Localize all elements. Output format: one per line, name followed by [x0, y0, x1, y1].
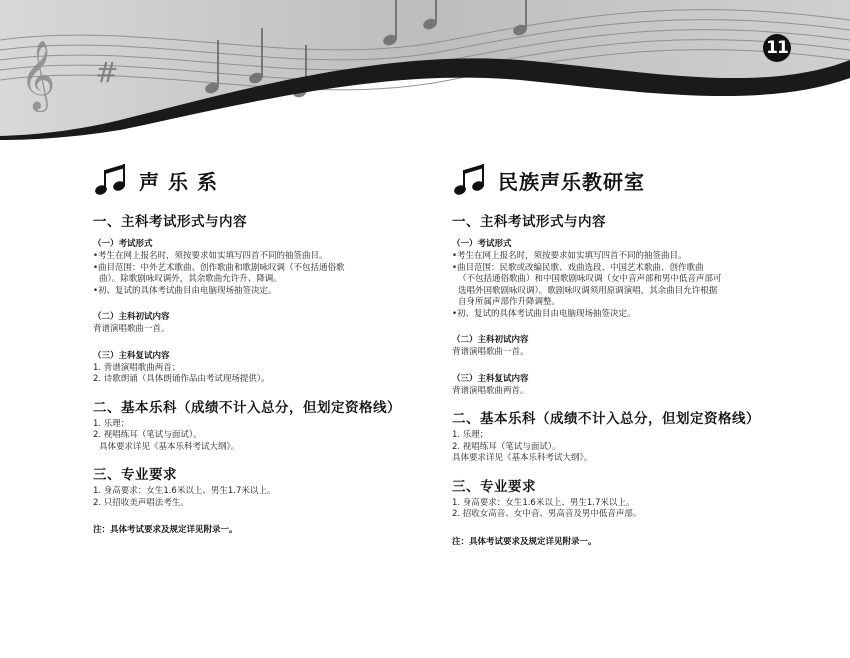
text-line: •初、复试的具体考试曲目由电脑现场抽签决定。 — [452, 308, 636, 319]
section-heading: 三、专业要求 — [452, 478, 536, 495]
text-line: 2. 招收女高音、女中音、男高音及男中低音声部。 — [452, 509, 642, 519]
department-header — [93, 160, 423, 200]
sub-heading: （三）主科复试内容 — [93, 350, 170, 361]
text-line: 自身所属声部作升降调整。 — [458, 297, 561, 307]
footnote: 注：具体考试要求及规定详见附录一。 — [452, 536, 597, 547]
text-line: 2. 只招收美声唱法考生。 — [93, 497, 189, 508]
text-line: •考生在网上报名时，须按要求如实填写四首不同的抽签曲目。 — [93, 251, 328, 261]
section-heading: 三、专业要求 — [93, 467, 177, 483]
page-number-badge: 11 — [763, 34, 791, 62]
text-line: •初、复试的具体考试曲目由电脑现场抽签决定。 — [93, 285, 277, 296]
section-heading: 二、基本乐科（成绩不计入总分，但划定资格线） — [93, 399, 401, 416]
text-line: 2. 视唱练耳（笔试与面试）。 — [93, 430, 202, 440]
sub-heading: （一）考试形式 — [93, 239, 153, 249]
sub-heading: （二）主科初试内容 — [93, 312, 170, 322]
text-line: •曲目范围：中外艺术歌曲、创作歌曲和歌剧咏叹调（不包括通俗歌 — [93, 262, 345, 273]
right-column — [452, 160, 792, 547]
text-line: （不包括通俗歌曲）和中国歌剧咏叹调（女中音声部和男中低音声部可 — [458, 274, 722, 284]
text-line: 曲）。除歌剧咏叹调外，其余歌曲允许升、降调。 — [99, 274, 282, 284]
left-column — [93, 160, 423, 535]
text-line: 具体要求详见《基本乐科考试大纲》。 — [99, 441, 240, 452]
footnote: 注：具体考试要求及规定详见附录一。 — [93, 525, 238, 535]
eighth-notes-icon — [452, 162, 488, 198]
text-line: 具体要求详见《基本乐科考试大纲》。 — [452, 453, 593, 463]
sub-heading: （三）主科复试内容 — [452, 373, 529, 384]
department-title: 声乐系 — [139, 169, 226, 194]
section-heading: 一、主科考试形式与内容 — [93, 214, 247, 230]
text-line: 2. 视唱练耳（笔试与面试）。 — [452, 441, 561, 452]
text-line: 选唱外国歌剧咏叹调）。歌剧咏叹调须用原调演唱，其余曲目允许根据 — [458, 285, 718, 296]
eighth-notes-icon — [93, 162, 129, 198]
sub-heading: （二）主科初试内容 — [452, 335, 529, 345]
sub-heading: （一）考试形式 — [452, 239, 512, 249]
text-line: 背谱演唱歌曲一首。 — [452, 347, 529, 357]
text-line: 1. 身高要求：女生1.6米以上、男生1.7米以上。 — [93, 486, 276, 496]
department-header — [452, 160, 792, 200]
department-title: 民族声乐教研室 — [498, 169, 645, 194]
text-line: 1. 身高要求：女生1.6米以上、男生1.7米以上。 — [452, 497, 635, 508]
svg-text:#: # — [95, 56, 119, 89]
svg-text:𝄞: 𝄞 — [20, 40, 56, 110]
text-line: •考生在网上报名时，须按要求如实填写四首不同的抽签曲目。 — [452, 251, 687, 261]
text-line: •曲目范围：民歌或改编民歌、戏曲选段、中国艺术歌曲、创作歌曲 — [452, 262, 704, 273]
section-heading: 一、主科考试形式与内容 — [452, 214, 606, 230]
text-line: 2. 诗歌朗诵（具体朗诵作品由考试现场提供）。 — [93, 374, 270, 384]
text-line: 1. 乐理； — [452, 430, 489, 440]
text-line: 1. 乐理； — [93, 418, 130, 429]
text-line: 背谱演唱歌曲两首。 — [452, 385, 529, 396]
music-staff-decoration-icon — [0, 0, 850, 140]
text-line: 1. 背谱演唱歌曲两首； — [93, 362, 181, 373]
text-line: 背谱演唱歌曲一首。 — [93, 324, 170, 334]
section-heading: 二、基本乐科（成绩不计入总分，但划定资格线） — [452, 411, 760, 427]
